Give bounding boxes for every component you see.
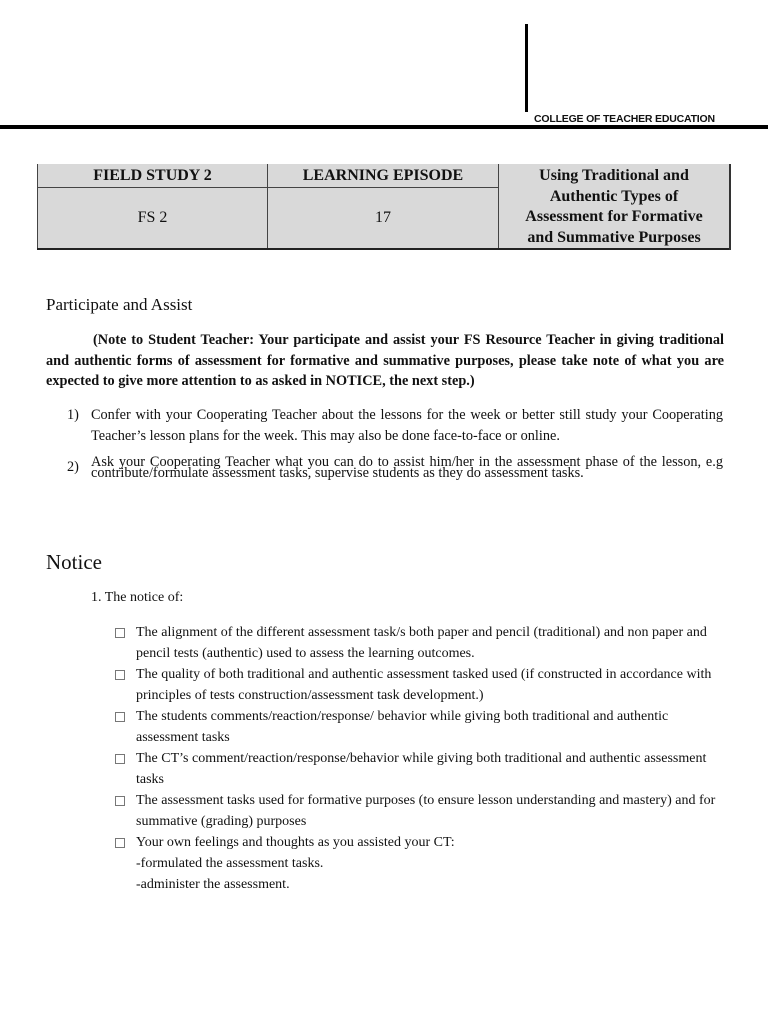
episode-title-line: Using Traditional and xyxy=(539,167,689,184)
college-name: COLLEGE OF TEACHER EDUCATION xyxy=(534,113,715,125)
note-text: (Note to Student Teacher: Your participate and assist your FS Resource Teacher in giving traditional and authentic forms of assessment for formative and summative purposes, please take note of what you are expected to give more attention to as asked in NOTICE, the next step.) xyxy=(46,332,724,389)
checklist-item-text: The alignment of the different assessment task/s both paper and pencil (traditional) and non paper and pencil tests (authentic) used to assess the learning outcomes. xyxy=(136,625,707,661)
checkbox-icon[interactable] xyxy=(115,670,125,680)
checkbox-icon[interactable] xyxy=(115,796,125,806)
checklist-item-text: The CT’s comment/reaction/response/behavior while giving both traditional and authentic assessment tasks xyxy=(136,751,707,787)
episode-title-line: and Summative Purposes xyxy=(527,228,701,246)
checklist-subitem: -formulated the assessment tasks. xyxy=(136,856,324,871)
checklist-item xyxy=(112,832,722,895)
field-study-header: FIELD STUDY 2 xyxy=(38,164,268,188)
checklist-item-text: The assessment tasks used for formative purposes (to ensure lesson understanding and mastery) and for summative (grading) purposes xyxy=(136,793,716,829)
checklist-item xyxy=(112,790,722,832)
checklist-item-text: The quality of both traditional and authentic assessment tasked used (if constructed in accordance with principles of tests construction/assessment task development.) xyxy=(136,667,712,703)
checklist-item-text: Your own feelings and thoughts as you assisted your CT: xyxy=(136,835,455,850)
episode-title xyxy=(499,164,731,249)
checklist-item-text: The students comments/reaction/response/ behavior while giving both traditional and authentic assessment tasks xyxy=(136,709,669,745)
step-number: 1) xyxy=(67,407,79,423)
step-text: Ask your Cooperating Teacher what you can do to assist him/her in the assessment phase of the lesson, e.g contribute/formulate assessment tasks, supervise students as they do assessment tasks. xyxy=(91,454,723,481)
checklist-item xyxy=(112,706,722,748)
checklist-item xyxy=(112,622,722,664)
checklist-item xyxy=(112,664,722,706)
checklist-item xyxy=(112,748,722,790)
checkbox-icon[interactable] xyxy=(115,712,125,722)
checkbox-icon[interactable] xyxy=(115,754,125,764)
step-item xyxy=(67,405,723,447)
checkbox-icon[interactable] xyxy=(115,838,125,848)
participate-title: Participate and Assist xyxy=(46,295,193,314)
field-study-info-table xyxy=(37,164,731,250)
checkbox-icon[interactable] xyxy=(115,628,125,638)
notice-subtitle: 1. The notice of: xyxy=(91,590,184,605)
step-item xyxy=(67,454,723,481)
notice-checklist xyxy=(112,622,722,895)
notice-title: Notice xyxy=(46,550,102,574)
checklist-subitem: -administer the assessment. xyxy=(136,877,290,892)
learning-episode-header: LEARNING EPISODE xyxy=(268,164,499,188)
learning-episode-value: 17 xyxy=(268,188,499,250)
episode-title-line: Authentic Types of xyxy=(549,187,679,205)
step-number: 2) xyxy=(67,459,79,475)
field-study-value: FS 2 xyxy=(38,188,268,250)
student-teacher-note xyxy=(46,330,724,392)
episode-title-line: Assessment for Formative xyxy=(525,208,703,225)
step-text: Confer with your Cooperating Teacher about the lessons for the week or better still study your Cooperating Teacher’s lesson plans for the week. This may also be done face-to-face or online. xyxy=(91,407,723,444)
header-rule xyxy=(0,125,768,129)
header-vertical-bar xyxy=(525,24,528,112)
